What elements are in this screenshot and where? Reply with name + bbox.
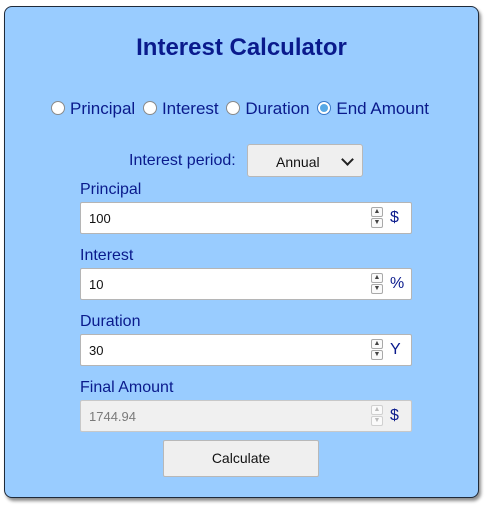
principal-input[interactable] — [80, 202, 412, 234]
decrement-arrow-icon[interactable]: ▼ — [371, 350, 383, 360]
interest-period-select[interactable] — [247, 144, 363, 177]
interest-stepper[interactable] — [371, 273, 385, 295]
radio-option-end-amount[interactable] — [317, 99, 429, 119]
decrement-arrow-icon[interactable]: ▼ — [371, 284, 383, 294]
decrement-arrow-icon[interactable]: ▼ — [371, 218, 383, 228]
increment-arrow-icon[interactable]: ▲ — [371, 273, 383, 283]
page-title: Interest Calculator — [136, 34, 347, 61]
final-amount-label: Final Amount — [80, 379, 174, 396]
duration-unit: Y — [390, 341, 401, 358]
principal-stepper[interactable] — [371, 207, 385, 229]
radio-end-amount[interactable] — [317, 101, 331, 115]
duration-input[interactable] — [80, 334, 412, 366]
calculator-panel — [4, 6, 479, 498]
duration-stepper[interactable] — [371, 339, 385, 361]
interest-unit: % — [390, 275, 405, 292]
radio-option-duration[interactable] — [226, 99, 309, 119]
radio-option-interest[interactable] — [143, 99, 219, 119]
radio-interest[interactable] — [143, 101, 157, 115]
increment-arrow-icon: ▲ — [371, 405, 383, 415]
radio-duration[interactable] — [226, 101, 240, 115]
final-amount-input — [80, 400, 412, 432]
increment-arrow-icon[interactable]: ▲ — [371, 339, 383, 349]
interest-label: Interest — [80, 247, 134, 264]
interest-value: 10 — [89, 277, 104, 292]
radio-label-interest[interactable]: Interest — [161, 99, 219, 118]
principal-unit: $ — [390, 209, 399, 226]
decrement-arrow-icon: ▼ — [371, 416, 383, 426]
radio-label-duration[interactable]: Duration — [245, 99, 310, 118]
interest-period-value: Annual — [276, 154, 320, 170]
calculate-button[interactable]: Calculate — [163, 440, 319, 477]
radio-label-principal[interactable]: Principal — [70, 99, 136, 118]
solve-for-radio-group — [5, 99, 478, 121]
duration-value: 30 — [89, 343, 104, 358]
final-amount-unit: $ — [390, 407, 399, 424]
chevron-down-icon — [341, 153, 354, 166]
radio-option-principal[interactable] — [51, 99, 135, 119]
interest-period-label: Interest period: — [129, 152, 236, 169]
final-amount-stepper — [371, 405, 385, 427]
principal-value: 100 — [89, 211, 111, 226]
interest-input[interactable] — [80, 268, 412, 300]
duration-label: Duration — [80, 313, 141, 330]
radio-label-end-amount[interactable]: End Amount — [336, 99, 429, 118]
principal-label: Principal — [80, 181, 142, 198]
radio-principal[interactable] — [51, 101, 65, 115]
increment-arrow-icon[interactable]: ▲ — [371, 207, 383, 217]
final-amount-value: 1744.94 — [89, 409, 136, 424]
